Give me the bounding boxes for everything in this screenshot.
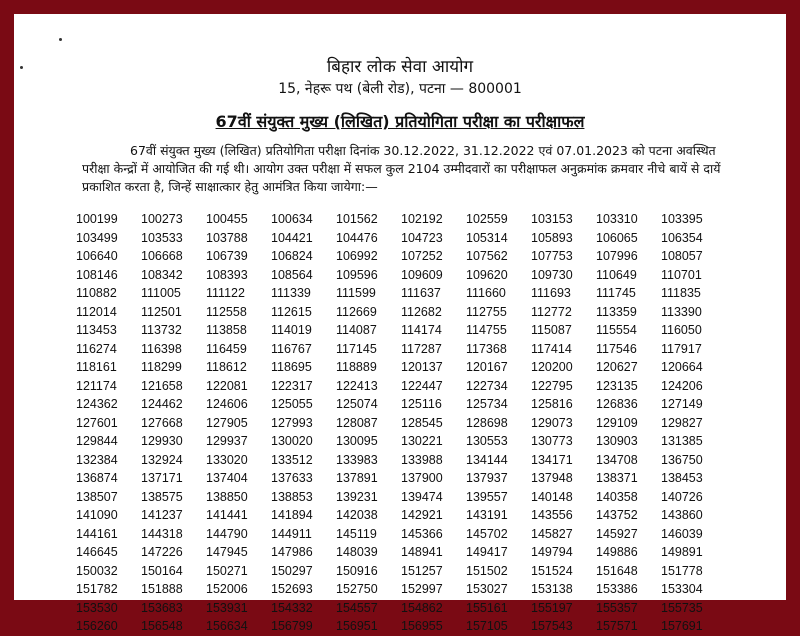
roll-number: 152006 [206,582,248,596]
roll-number: 153683 [141,600,183,615]
roll-number: 128545 [401,415,443,430]
roll-number: 103533 [141,230,183,245]
roll-number: 112772 [531,304,572,319]
roll-number: 154332 [271,600,313,615]
roll-number: 117546 [596,341,637,356]
roll-number: 100634 [271,212,313,226]
roll-number: 106065 [596,230,638,245]
roll-number: 127149 [661,397,703,411]
roll-number: 137937 [466,471,508,485]
roll-number: 152750 [336,582,378,596]
speck-mark [59,38,62,41]
roll-number: 149886 [596,545,638,559]
roll-number: 143752 [596,508,638,522]
roll-number: 117145 [336,341,377,356]
roll-number: 153027 [466,582,508,596]
roll-number: 143191 [466,508,508,522]
roll-number: 122447 [401,378,443,393]
roll-number: 111339 [271,286,311,300]
roll-number: 151888 [141,582,183,596]
roll-number: 144161 [76,526,118,541]
roll-number: 120200 [531,360,573,374]
roll-number: 103499 [76,230,118,245]
roll-number: 103153 [531,212,573,226]
roll-number: 109730 [531,267,573,282]
roll-number: 151257 [401,563,443,578]
roll-number: 140726 [661,489,703,504]
roll-number: 106992 [336,249,378,263]
roll-number: 117368 [466,341,507,356]
roll-number: 100273 [141,212,183,226]
roll-number: 145927 [596,526,638,541]
roll-number: 153931 [206,600,248,615]
roll-number: 107562 [466,249,508,263]
roll-number: 114087 [336,323,377,337]
roll-number: 101562 [336,212,378,226]
roll-number: 108057 [661,249,703,263]
roll-number: 140358 [596,489,638,504]
roll-number: 116050 [661,323,702,337]
roll-number: 114019 [271,323,312,337]
roll-number: 154862 [401,600,443,615]
roll-number: 120137 [401,360,443,374]
roll-number: 113359 [596,304,637,319]
roll-number: 122734 [466,378,508,393]
roll-number: 122795 [531,378,573,393]
roll-number: 116398 [141,341,182,356]
roll-number: 125055 [271,397,313,411]
roll-number: 138453 [661,471,703,485]
roll-number: 145119 [336,526,377,541]
roll-number: 110882 [76,286,117,300]
roll-number: 133512 [271,452,313,467]
roll-number: 137171 [141,471,183,485]
roll-number: 144790 [206,526,248,541]
roll-number: 116767 [271,341,312,356]
roll-number: 112615 [271,304,312,319]
roll-number: 144318 [141,526,183,541]
roll-number: 136750 [661,452,703,467]
roll-number-grid [76,210,726,636]
result-title-text: 67वीं संयुक्त मुख्य (लिखित) प्रतियोगिता परीक्षा का परीक्षाफल [215,112,585,131]
roll-number: 114174 [401,323,442,337]
roll-number: 154557 [336,600,378,615]
roll-number: 153386 [596,582,638,596]
roll-number: 147945 [206,545,248,559]
roll-number: 106739 [206,249,248,263]
roll-number: 145366 [401,526,443,541]
roll-number: 133020 [206,452,248,467]
roll-number: 111745 [596,286,636,300]
roll-number: 100455 [206,212,248,226]
roll-number: 132924 [141,452,183,467]
roll-number: 111599 [336,286,376,300]
roll-number: 109596 [336,267,378,282]
roll-number: 147986 [271,545,313,559]
roll-number: 142921 [401,508,443,522]
roll-number: 120627 [596,360,638,374]
roll-number: 103310 [596,212,638,226]
roll-number: 111693 [531,286,571,300]
roll-number: 107252 [401,249,443,263]
roll-number: 108146 [76,267,118,282]
roll-number: 156955 [401,619,443,633]
roll-number: 106640 [76,249,118,263]
roll-number: 112755 [466,304,507,319]
roll-number: 138850 [206,489,248,504]
roll-number: 156951 [336,619,378,633]
roll-number: 107753 [531,249,573,263]
roll-number: 129109 [596,415,638,430]
roll-number: 112558 [206,304,247,319]
roll-number: 125816 [531,397,573,411]
roll-number: 130553 [466,434,508,448]
roll-number: 114755 [466,323,507,337]
roll-number: 104476 [336,230,378,245]
roll-number: 146645 [76,545,118,559]
roll-number: 156799 [271,619,313,633]
roll-number: 156260 [76,619,118,633]
roll-number: 150297 [271,563,313,578]
roll-number: 121658 [141,378,183,393]
roll-number: 141237 [141,508,183,522]
roll-number: 137948 [531,471,573,485]
roll-number: 110649 [596,267,637,282]
roll-number: 151778 [661,563,703,578]
roll-number: 104421 [271,230,313,245]
roll-number: 109609 [401,267,443,282]
roll-number: 121174 [76,378,117,393]
roll-number: 111122 [206,286,245,300]
roll-number: 117917 [661,341,702,356]
result-title [14,110,786,132]
roll-number: 102192 [401,212,443,226]
roll-number: 150916 [336,563,378,578]
roll-number: 137891 [336,471,378,485]
roll-number: 149794 [531,545,573,559]
roll-number: 147226 [141,545,183,559]
roll-number: 153304 [661,582,703,596]
roll-number: 104723 [401,230,443,245]
roll-number: 149417 [466,545,508,559]
roll-number: 131385 [661,434,703,448]
roll-number: 128698 [466,415,508,430]
roll-number: 157105 [466,619,508,633]
roll-number: 155357 [596,600,638,615]
roll-number: 103788 [206,230,248,245]
roll-number: 115554 [596,323,637,337]
roll-number: 129844 [76,434,118,448]
roll-number: 127905 [206,415,248,430]
roll-number: 136874 [76,471,118,485]
roll-number: 141894 [271,508,313,522]
roll-number: 113732 [141,323,182,337]
roll-number: 140148 [531,489,573,504]
roll-number: 137404 [206,471,248,485]
roll-number: 112669 [336,304,377,319]
roll-number: 153138 [531,582,573,596]
paragraph-text: 67वीं संयुक्त मुख्य (लिखित) प्रतियोगिता परीक्षा दिनांक 30.12.2022, 31.12.2022 एवं 07.01.2023 को पटना अवस्थित परीक्षा केन्द्रों में आयोजित की गई थी। आयोग उक्त परीक्षा में सफल कुल 2104 उम्मीदवारों का परीक्षाफल अनुक्रमांक क्रमवार नीचे बायें से दायें प्रकाशित करता है, जिन्हें साक्षात्कार हेतु आमंत्रित किया जायेगा:— [82,143,721,194]
roll-number: 130095 [336,434,378,448]
roll-number: 112501 [141,304,182,319]
roll-number: 129827 [661,415,703,430]
roll-number: 144911 [271,526,312,541]
roll-number: 143556 [531,508,573,522]
roll-number: 133983 [336,452,378,467]
roll-number: 139474 [401,489,443,504]
roll-number: 122081 [206,378,248,393]
roll-number: 149891 [661,545,703,559]
roll-number: 124606 [206,397,248,411]
roll-number: 134708 [596,452,638,467]
roll-number: 106824 [271,249,313,263]
roll-number: 112014 [76,304,117,319]
roll-number: 130221 [401,434,443,448]
roll-number: 146039 [661,526,703,541]
roll-number: 127993 [271,415,313,430]
roll-number: 113858 [206,323,247,337]
roll-number: 142038 [336,508,378,522]
roll-number: 150032 [76,563,118,578]
roll-number: 127668 [141,415,183,430]
roll-number: 138507 [76,489,118,504]
roll-number: 117287 [401,341,442,356]
roll-number: 113390 [661,304,702,319]
roll-number: 112682 [401,304,442,319]
roll-number: 124462 [141,397,183,411]
roll-number: 153530 [76,600,118,615]
roll-number: 157691 [661,619,703,633]
roll-number: 139557 [466,489,508,504]
roll-number: 107996 [596,249,638,263]
roll-number: 105314 [466,230,508,245]
roll-number: 102559 [466,212,508,226]
roll-number: 115087 [531,323,572,337]
roll-number: 156634 [206,619,248,633]
roll-number: 127601 [76,415,118,430]
roll-number: 111835 [661,286,701,300]
roll-number: 117414 [531,341,572,356]
roll-number: 137900 [401,471,443,485]
roll-number: 130773 [531,434,573,448]
roll-number: 125734 [466,397,508,411]
roll-number: 124206 [661,378,703,393]
roll-number: 111637 [401,286,441,300]
roll-number: 137633 [271,471,313,485]
roll-number: 143860 [661,508,703,522]
roll-number: 113453 [76,323,117,337]
roll-number: 150271 [206,563,248,578]
org-name: बिहार लोक सेवा आयोग [326,57,474,77]
roll-number: 129930 [141,434,183,448]
roll-number: 122413 [336,378,378,393]
roll-number: 116274 [76,341,117,356]
roll-number: 106354 [661,230,703,245]
roll-number: 111005 [141,286,181,300]
roll-number: 141441 [206,508,248,522]
roll-number: 120664 [661,360,703,374]
roll-number: 134171 [531,452,573,467]
roll-number: 151502 [466,563,508,578]
roll-number: 124362 [76,397,118,411]
roll-number: 151648 [596,563,638,578]
roll-number: 157571 [596,619,638,633]
roll-number: 108342 [141,267,183,282]
roll-number: 108564 [271,267,313,282]
roll-number: 155197 [531,600,573,615]
roll-number: 151782 [76,582,118,596]
roll-number: 103395 [661,212,703,226]
roll-number: 118299 [141,360,182,374]
roll-number: 118695 [271,360,312,374]
result-notice-paragraph [82,142,722,196]
roll-number: 123135 [596,378,638,393]
roll-number: 130020 [271,434,313,448]
roll-number: 148941 [401,545,443,559]
roll-number: 151524 [531,563,573,578]
roll-number: 130903 [596,434,638,448]
roll-number: 133988 [401,452,443,467]
roll-number: 100199 [76,212,118,226]
roll-number: 111660 [466,286,506,300]
roll-number: 156548 [141,619,183,633]
roll-number: 152693 [271,582,313,596]
roll-number: 150164 [141,563,183,578]
roll-number: 118889 [336,360,377,374]
roll-number: 148039 [336,545,378,559]
roll-number: 141090 [76,508,118,522]
document-page [14,14,786,633]
roll-number: 157543 [531,619,573,633]
roll-number: 118612 [206,360,247,374]
roll-number: 134144 [466,452,508,467]
roll-number: 155161 [466,600,508,615]
roll-number: 125074 [336,397,378,411]
roll-number: 138371 [596,471,638,485]
roll-number: 105893 [531,230,573,245]
roll-number: 110701 [661,267,702,282]
org-address: 15, नेहरू पथ (बेली रोड), पटना — 800001 [278,81,522,97]
roll-number: 122317 [271,378,313,393]
roll-number: 129073 [531,415,573,430]
roll-number: 129937 [206,434,248,448]
roll-number: 120167 [466,360,508,374]
roll-number: 116459 [206,341,247,356]
roll-number: 128087 [336,415,378,430]
roll-number: 152997 [401,582,443,596]
roll-number: 132384 [76,452,118,467]
roll-number: 109620 [466,267,508,282]
roll-number: 145702 [466,526,508,541]
roll-number: 138575 [141,489,183,504]
roll-number: 138853 [271,489,313,504]
roll-number: 145827 [531,526,573,541]
roll-number: 118161 [76,360,117,374]
roll-number: 126836 [596,397,638,411]
roll-number: 139231 [336,489,378,504]
roll-number: 155735 [661,600,703,615]
roll-number: 106668 [141,249,183,263]
roll-number: 125116 [401,397,442,411]
roll-number: 108393 [206,267,248,282]
